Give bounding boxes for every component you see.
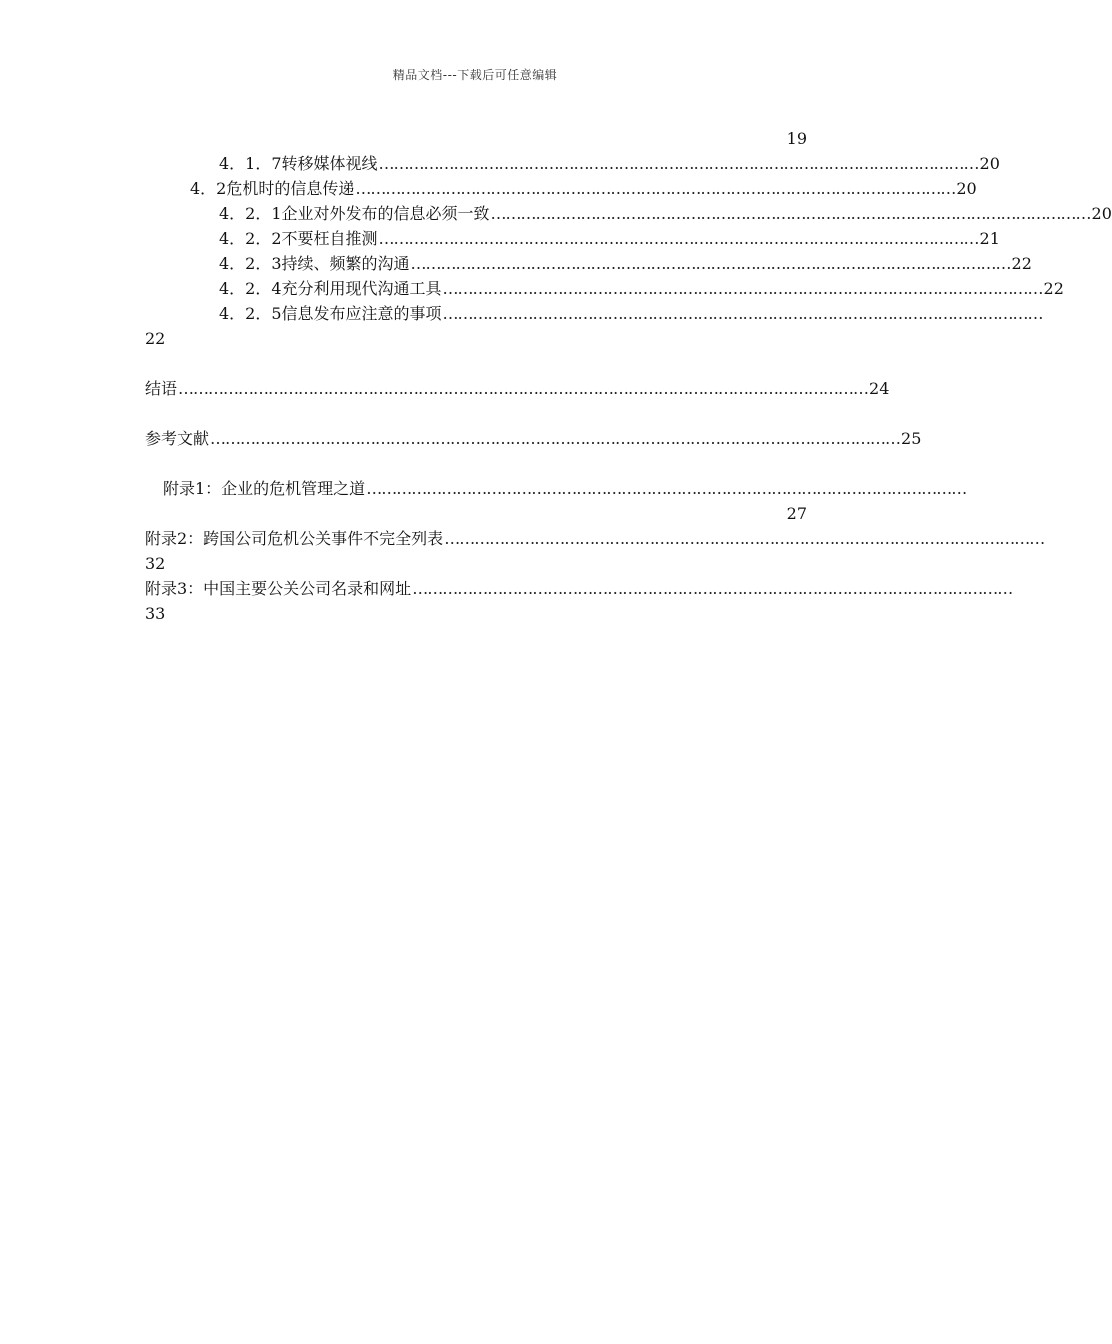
toc-entry-title: 4．2．5信息发布应注意的事项 (219, 304, 442, 323)
toc-page-number: 19 (786, 129, 807, 148)
toc-leader-dots: ………………………………………………………………………………………………………… (444, 529, 1045, 548)
toc-entry-page: 20 (956, 179, 977, 198)
toc-entry[interactable] (145, 201, 1112, 226)
toc-page-number: 32 (145, 554, 166, 573)
toc-leader-dots: ………………………………………………………………………………………………………… (378, 229, 979, 248)
toc-page-number: 33 (145, 604, 166, 623)
toc-entry-page: 20 (979, 154, 1000, 173)
toc-leader-dots: ………………………………………………………………………………………………………… (378, 154, 979, 173)
toc-entry-title: 4．2危机时的信息传递 (190, 179, 355, 198)
toc-entry-page: 20 (1091, 204, 1112, 223)
toc-entry[interactable] (145, 251, 1032, 276)
toc-page-number: 22 (145, 329, 166, 348)
toc-entry[interactable] (145, 376, 890, 401)
toc-leader-dots: ………………………………………………………………………………………………………… (355, 179, 956, 198)
toc-entry[interactable] (145, 276, 1064, 301)
toc-entry[interactable] (145, 301, 1043, 326)
toc-entry-title: 4．2．3持续、频繁的沟通 (219, 254, 410, 273)
toc-entry[interactable] (145, 151, 1000, 176)
toc-entry[interactable] (145, 426, 922, 451)
toc-entry-page: 22 (1011, 254, 1032, 273)
toc-entry-page: 24 (869, 379, 890, 398)
toc-entry[interactable] (145, 576, 1013, 601)
toc-entry-title: 附录1：企业的危机管理之道 (163, 479, 366, 498)
toc-page-number: 27 (786, 504, 807, 523)
toc-entry[interactable] (145, 176, 977, 201)
toc-entry-page: 25 (901, 429, 922, 448)
toc-leader-dots: ………………………………………………………………………………………………………… (410, 254, 1011, 273)
toc-leader-dots: ………………………………………………………………………………………………………………………… (178, 379, 869, 398)
toc-entry-page: 22 (1043, 279, 1064, 298)
toc-entry[interactable] (145, 526, 1045, 551)
toc-entry[interactable] (145, 226, 1000, 251)
toc-leader-dots: ………………………………………………………………………………………………………… (442, 279, 1043, 298)
toc-leader-dots: ………………………………………………………………………………………………………… (412, 579, 1013, 598)
toc-leader-dots: ………………………………………………………………………………………………………… (366, 479, 967, 498)
document-header: 精品文档---下载后可任意编辑 (392, 68, 558, 82)
toc-entry-page: 21 (979, 229, 1000, 248)
toc-entry-title: 参考文献 (145, 429, 210, 448)
toc-leader-dots: ………………………………………………………………………………………………………… (442, 304, 1043, 323)
toc-entry-title: 附录3：中国主要公关公司名录和网址 (145, 579, 412, 598)
toc-entry-title: 4．2．4充分利用现代沟通工具 (219, 279, 442, 298)
toc-leader-dots: ………………………………………………………………………………………………………………………… (210, 429, 901, 448)
toc-entry-title: 4．1．7转移媒体视线 (219, 154, 378, 173)
toc-entry-title: 4．2．1企业对外发布的信息必须一致 (219, 204, 490, 223)
toc-entry-title: 结语 (145, 379, 178, 398)
toc-entry-title: 附录2：跨国公司危机公关事件不完全列表 (145, 529, 444, 548)
toc-entry-title: 4．2．2不要枉自推测 (219, 229, 378, 248)
toc-leader-dots: ………………………………………………………………………………………………………… (490, 204, 1091, 223)
table-of-contents (145, 126, 1112, 626)
toc-entry[interactable] (145, 476, 967, 501)
